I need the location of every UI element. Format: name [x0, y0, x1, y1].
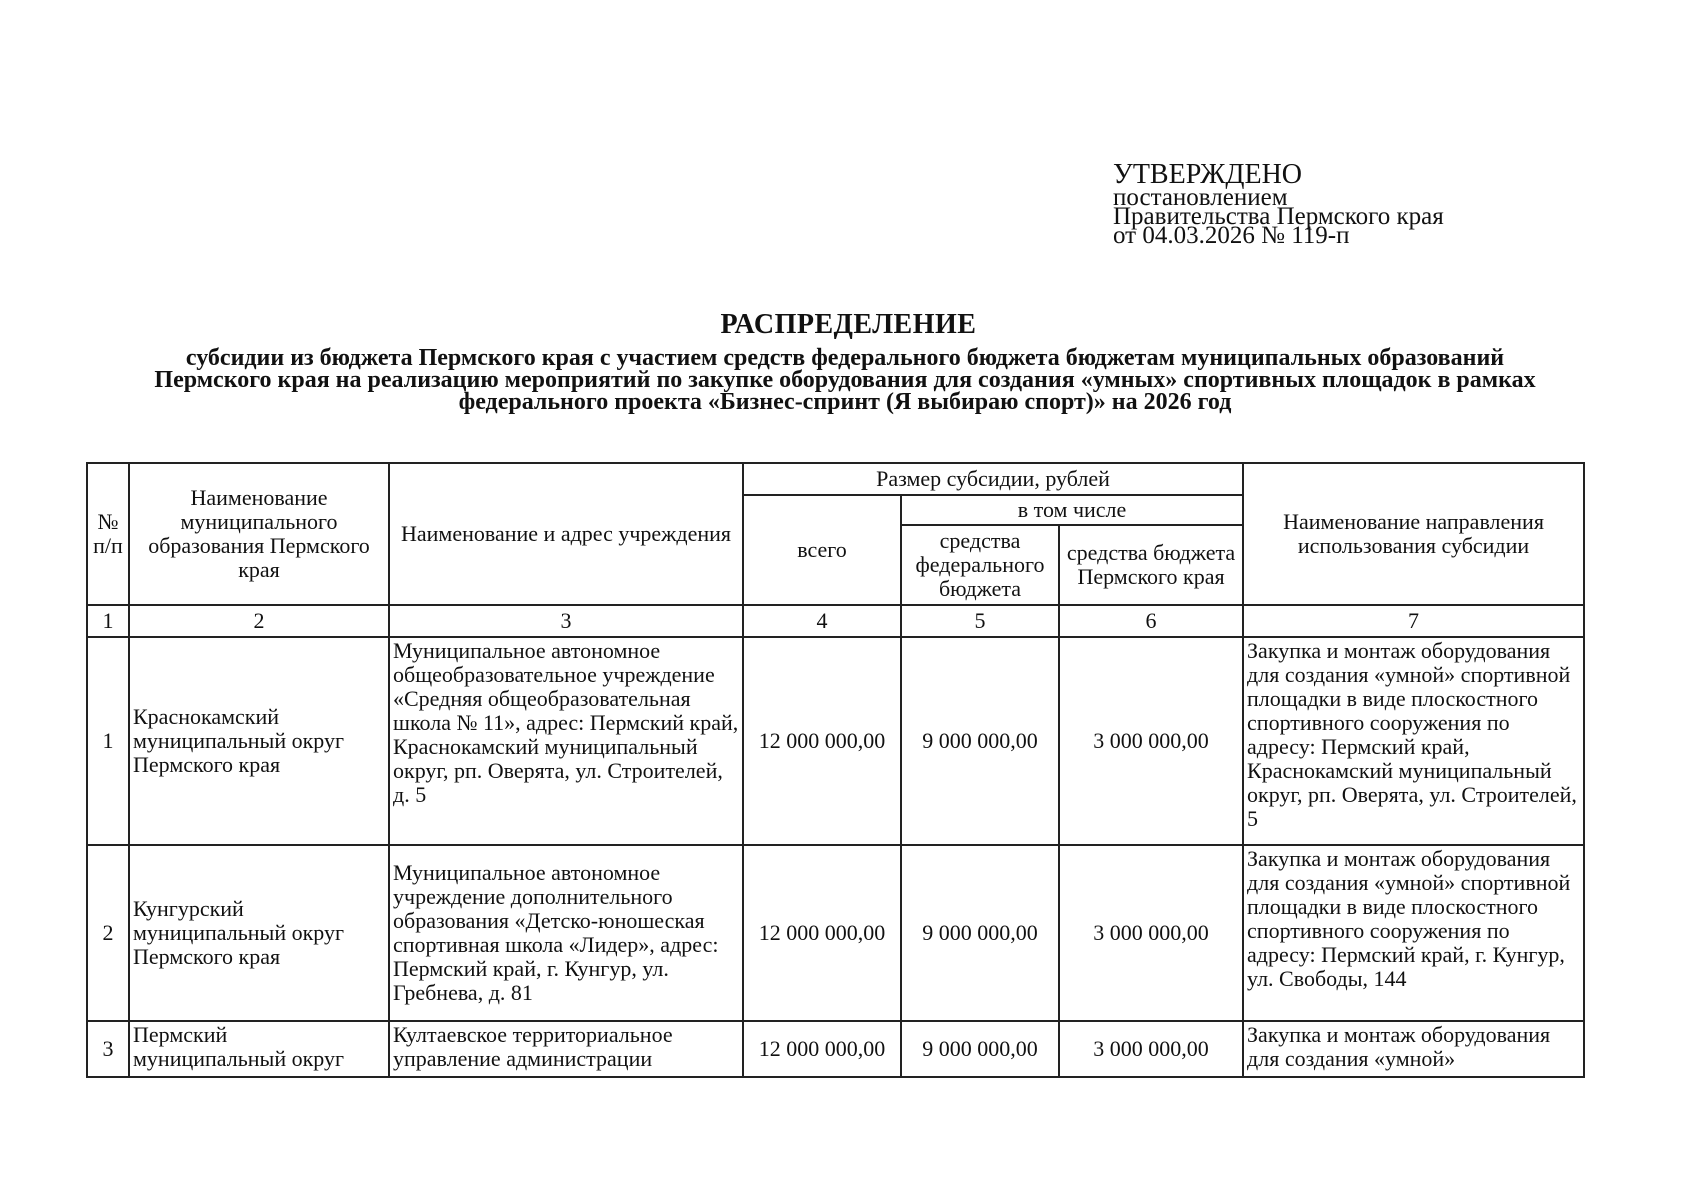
row-purpose: Закупка и монтаж оборудования для создания «умной» спортивной площадки в виде плоскостного спортивного сооружения по адресу: Пермский край, Краснокамский муниципальный округ, рп. Оверята, ул. Строителей, 5: [1243, 637, 1584, 845]
row-purpose: Закупка и монтаж оборудования для создания «умной»: [1243, 1021, 1584, 1077]
header-num: № п/п: [87, 463, 129, 605]
row-institution: Култаевское территориальное управление администрации: [389, 1021, 743, 1077]
table-row: [87, 845, 1584, 1021]
header-regional: средства бюджета Пермского края: [1059, 525, 1243, 605]
approval-line-2: Правительства Пермского края: [1113, 203, 1444, 230]
table-row: [87, 1021, 1584, 1077]
column-number: 4: [743, 605, 901, 637]
header-municipality: Наименование муниципального образования Пермского края: [129, 463, 389, 605]
column-number: 6: [1059, 605, 1243, 637]
approval-stamp: [1113, 159, 1633, 249]
column-number: 7: [1243, 605, 1584, 637]
document-subtitle: субсидии из бюджета Пермского края с участием средств федерального бюджета бюджетам муниципальных образований Пермского края на реализацию мероприятий по закупке оборудования для создания «умных» спортивных площадок в рамках федерального проекта «Бизнес-спринт (Я выбираю спорт)» на 2026 год: [154, 345, 1536, 415]
column-number-row: [87, 605, 1584, 637]
approval-line-3: от 04.03.2026 № 119-п: [1113, 222, 1350, 249]
approval-line-1: постановлением: [1113, 184, 1288, 211]
header-federal: средства федерального бюджета: [901, 525, 1059, 605]
row-municipality: Кунгурский муниципальный округ Пермского края: [129, 845, 389, 1021]
row-federal: 9 000 000,00: [901, 637, 1059, 845]
table-row: [87, 637, 1584, 845]
row-regional: 3 000 000,00: [1059, 845, 1243, 1021]
column-number: 3: [389, 605, 743, 637]
row-federal: 9 000 000,00: [901, 845, 1059, 1021]
header-subsidy: Размер субсидии, рублей: [743, 463, 1243, 495]
row-total: 12 000 000,00: [743, 637, 901, 845]
row-federal: 9 000 000,00: [901, 1021, 1059, 1077]
column-number: 5: [901, 605, 1059, 637]
row-num: 2: [87, 845, 129, 1021]
row-regional: 3 000 000,00: [1059, 637, 1243, 845]
column-number: 1: [87, 605, 129, 637]
row-num: 3: [87, 1021, 129, 1077]
row-num: 1: [87, 637, 129, 845]
row-municipality: Пермский муниципальный округ: [129, 1021, 389, 1077]
row-purpose: Закупка и монтаж оборудования для создания «умной» спортивной площадки в виде плоскостного спортивного сооружения по адресу: Пермский край, г. Кунгур, ул. Свободы, 144: [1243, 845, 1584, 1021]
row-municipality: Краснокамский муниципальный округ Пермского края: [129, 637, 389, 845]
row-institution: Муниципальное автономное учреждение дополнительного образования «Детско-юношеская спортивная школа «Лидер», адрес: Пермский край, г. Кунгур, ул. Гребнева, д. 81: [389, 845, 743, 1021]
row-total: 12 000 000,00: [743, 845, 901, 1021]
approval-heading: УТВЕРЖДЕНО: [1113, 159, 1303, 190]
header-including: в том числе: [901, 495, 1243, 525]
row-institution: Муниципальное автономное общеобразовательное учреждение «Средняя общеобразовательная школа № 11», адрес: Пермский край, Краснокамский муниципальный округ, рп. Оверята, ул. Строителей, д. 5: [389, 637, 743, 845]
column-number: 2: [129, 605, 389, 637]
row-regional: 3 000 000,00: [1059, 1021, 1243, 1077]
header-institution: Наименование и адрес учреждения: [389, 463, 743, 605]
header-purpose: Наименование направления использования субсидии: [1243, 463, 1584, 605]
subsidy-table: [86, 462, 1585, 1078]
header-total: всего: [743, 495, 901, 605]
row-total: 12 000 000,00: [743, 1021, 901, 1077]
document-title: РАСПРЕДЕЛЕНИЕ: [720, 309, 977, 340]
